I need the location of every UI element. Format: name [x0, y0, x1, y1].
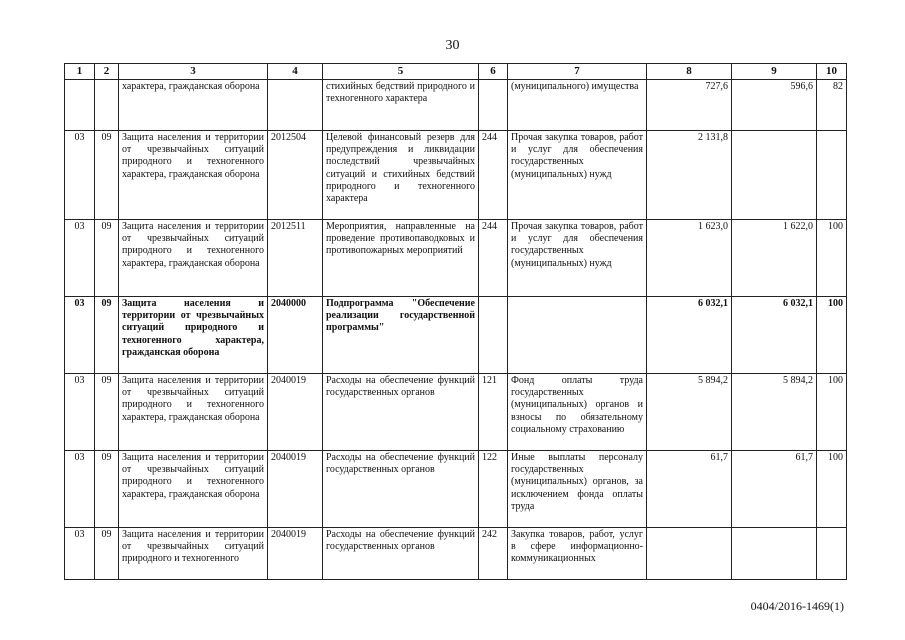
cell-expense-name: Закупка товаров, работ, услуг в сфере информационно-коммуникационных: [508, 528, 647, 580]
cell-target-code: [268, 80, 323, 131]
column-header-7: 7: [508, 64, 647, 80]
cell-expense-name: (муниципального) имущества: [508, 80, 647, 131]
cell-percent: 100: [817, 451, 847, 528]
cell-section: 03: [65, 374, 95, 451]
cell-section: [65, 80, 95, 131]
column-header-1: 1: [65, 64, 95, 80]
cell-expense-name: Прочая закупка товаров, работ и услуг для обеспечения государственных (муниципальных) нужд: [508, 220, 647, 297]
cell-plan-amount: 727,6: [647, 80, 732, 131]
table-row: [65, 131, 847, 220]
cell-target-name: Подпрограмма "Обеспечение реализации государственной программы": [323, 297, 479, 374]
cell-target-name: Расходы на обеспечение функций государственных органов: [323, 374, 479, 451]
budget-table: [64, 63, 847, 580]
cell-actual-amount: 1 622,0: [732, 220, 817, 297]
cell-section: 03: [65, 220, 95, 297]
cell-target-name: стихийных бедствий природного и техногенного характера: [323, 80, 479, 131]
cell-subsection: 09: [95, 220, 119, 297]
cell-section: 03: [65, 528, 95, 580]
cell-expense-code: 244: [479, 131, 508, 220]
cell-expense-code: [479, 80, 508, 131]
cell-plan-amount: 5 894,2: [647, 374, 732, 451]
cell-subsection: 09: [95, 131, 119, 220]
cell-subsection-name: Защита населения и территории от чрезвычайных ситуаций природного и техногенного: [119, 528, 268, 580]
cell-target-code: 2040019: [268, 451, 323, 528]
cell-actual-amount: 596,6: [732, 80, 817, 131]
cell-expense-name: [508, 297, 647, 374]
cell-subsection: 09: [95, 374, 119, 451]
table-row: [65, 451, 847, 528]
column-header-3: 3: [119, 64, 268, 80]
cell-target-name: Расходы на обеспечение функций государственных органов: [323, 528, 479, 580]
cell-plan-amount: 2 131,8: [647, 131, 732, 220]
column-header-2: 2: [95, 64, 119, 80]
cell-plan-amount: 61,7: [647, 451, 732, 528]
document-code: 0404/2016-1469(1): [750, 599, 844, 613]
table-row: [65, 80, 847, 131]
cell-target-code: 2012504: [268, 131, 323, 220]
cell-percent: 100: [817, 297, 847, 374]
cell-target-name: Мероприятия, направленные на проведение противопаводковых и противопожарных мероприятий: [323, 220, 479, 297]
cell-expense-code: 122: [479, 451, 508, 528]
cell-subsection-name: Защита населения и территории от чрезвычайных ситуаций природного и техногенного характера, гражданская оборона: [119, 131, 268, 220]
cell-target-code: 2040019: [268, 374, 323, 451]
column-header-5: 5: [323, 64, 479, 80]
page-number: 30: [445, 38, 460, 53]
cell-subsection: 09: [95, 297, 119, 374]
table-row: [65, 528, 847, 580]
table-row-subprogram: [65, 297, 847, 374]
cell-subsection-name: характера, гражданская оборона: [119, 80, 268, 131]
cell-section: 03: [65, 297, 95, 374]
cell-plan-amount: 1 623,0: [647, 220, 732, 297]
cell-percent: [817, 131, 847, 220]
cell-expense-name: Фонд оплаты труда государственных (муниципальных) органов и взносы по обязательному социальному страхованию: [508, 374, 647, 451]
cell-subsection: [95, 80, 119, 131]
table-header-row: [65, 64, 847, 80]
column-header-4: 4: [268, 64, 323, 80]
cell-actual-amount: 61,7: [732, 451, 817, 528]
cell-target-name: Целевой финансовый резерв для предупреждения и ликвидации последствий чрезвычайных ситуаций и стихийных бедствий природного и техногенного характера: [323, 131, 479, 220]
cell-actual-amount: 6 032,1: [732, 297, 817, 374]
cell-actual-amount: 5 894,2: [732, 374, 817, 451]
cell-expense-code: 244: [479, 220, 508, 297]
cell-expense-name: Прочая закупка товаров, работ и услуг для обеспечения государственных (муниципальных) нужд: [508, 131, 647, 220]
cell-subsection-name: Защита населения и территории от чрезвычайных ситуаций природного и техногенного характера, гражданская оборона: [119, 297, 268, 374]
cell-section: 03: [65, 451, 95, 528]
cell-plan-amount: 6 032,1: [647, 297, 732, 374]
cell-expense-code: [479, 297, 508, 374]
cell-percent: 100: [817, 220, 847, 297]
cell-expense-code: 242: [479, 528, 508, 580]
cell-percent: 100: [817, 374, 847, 451]
cell-subsection-name: Защита населения и территории от чрезвычайных ситуаций природного и техногенного характера, гражданская оборона: [119, 451, 268, 528]
cell-actual-amount: [732, 528, 817, 580]
cell-expense-name: Иные выплаты персоналу государственных (муниципальных) органов, за исключением фонда оплаты труда: [508, 451, 647, 528]
cell-percent: 82: [817, 80, 847, 131]
cell-expense-code: 121: [479, 374, 508, 451]
cell-subsection-name: Защита населения и территории от чрезвычайных ситуаций природного и техногенного характера, гражданская оборона: [119, 374, 268, 451]
cell-target-code: 2012511: [268, 220, 323, 297]
cell-target-name: Расходы на обеспечение функций государственных органов: [323, 451, 479, 528]
cell-target-code: 2040000: [268, 297, 323, 374]
cell-section: 03: [65, 131, 95, 220]
column-header-10: 10: [817, 64, 847, 80]
cell-subsection: 09: [95, 451, 119, 528]
cell-target-code: 2040019: [268, 528, 323, 580]
column-header-8: 8: [647, 64, 732, 80]
cell-actual-amount: [732, 131, 817, 220]
cell-percent: [817, 528, 847, 580]
table-row: [65, 220, 847, 297]
cell-subsection-name: Защита населения и территории от чрезвычайных ситуаций природного и техногенного характера, гражданская оборона: [119, 220, 268, 297]
column-header-9: 9: [732, 64, 817, 80]
cell-subsection: 09: [95, 528, 119, 580]
cell-plan-amount: [647, 528, 732, 580]
column-header-6: 6: [479, 64, 508, 80]
table-row: [65, 374, 847, 451]
